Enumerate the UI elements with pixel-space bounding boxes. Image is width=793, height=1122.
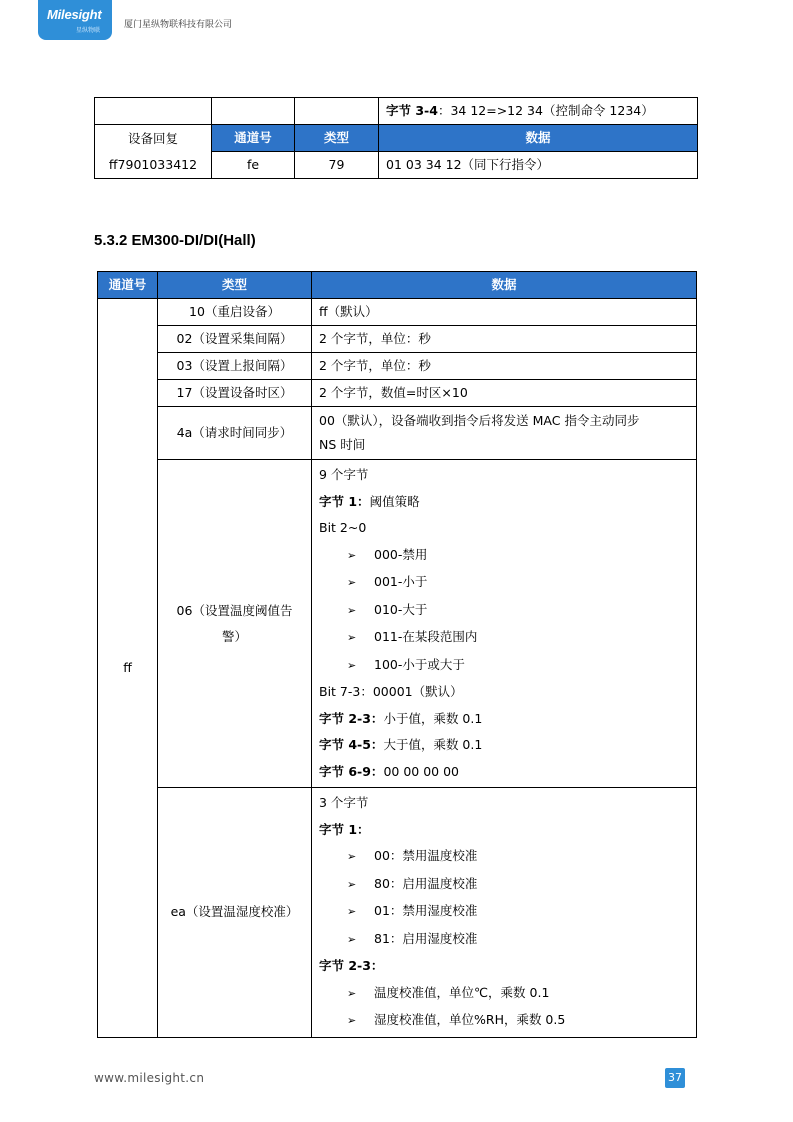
empty-cell bbox=[95, 98, 212, 125]
table-row bbox=[98, 380, 697, 407]
reply-value: ff7901033412 bbox=[108, 156, 198, 172]
byte-line bbox=[319, 489, 689, 516]
list-item bbox=[319, 652, 689, 680]
table-row bbox=[95, 98, 698, 125]
arrow-bullet-icon: ➢ bbox=[347, 576, 357, 589]
data-cell bbox=[312, 407, 697, 460]
arrow-bullet-icon: ➢ bbox=[347, 603, 357, 617]
company-name: 厦门星纵物联科技有限公司 bbox=[124, 20, 233, 30]
header-data: 数据 bbox=[379, 125, 698, 152]
table-row bbox=[98, 407, 697, 460]
byte-label: 字节 1： bbox=[319, 493, 370, 509]
option-text: 81：启用湿度校准 bbox=[374, 930, 478, 946]
option-text: 000-禁用 bbox=[374, 546, 428, 562]
list-item bbox=[319, 898, 689, 926]
reply-table bbox=[94, 97, 698, 179]
option-text: 温度校准值，单位℃，乘数 0.1 bbox=[374, 984, 550, 1000]
data-cell bbox=[312, 788, 697, 1038]
byte-label: 字节 1： bbox=[319, 821, 370, 837]
byte-value: 小于值，乘数 0.1 bbox=[383, 710, 483, 726]
data-cell: 2 个字节，单位：秒 bbox=[312, 326, 697, 353]
type-line: 警） bbox=[221, 628, 247, 644]
table-row bbox=[98, 299, 697, 326]
channel-cell: ff bbox=[98, 299, 158, 1038]
list-item bbox=[319, 624, 689, 652]
byte-line bbox=[319, 706, 689, 733]
data-cell: ff（默认） bbox=[312, 299, 697, 326]
data-line: NS 时间 bbox=[319, 437, 366, 452]
type-line: 06（设置温度阈值告 bbox=[176, 602, 293, 618]
byte-value: ：34 12=>12 34（控制命令 1234） bbox=[437, 103, 654, 118]
channel-cell: fe bbox=[212, 152, 295, 179]
type-cell: 10（重启设备） bbox=[158, 299, 312, 326]
data-cell: 01 03 34 12（同下行指令） bbox=[379, 152, 698, 179]
table-row bbox=[98, 788, 697, 1038]
page-number: 37 bbox=[665, 1068, 685, 1088]
header-data: 数据 bbox=[312, 272, 697, 299]
list-item bbox=[319, 843, 689, 871]
section-heading: 5.3.2 EM300-DI/DI(Hall) bbox=[94, 232, 256, 249]
header-type: 类型 bbox=[158, 272, 312, 299]
arrow-bullet-icon: ➢ bbox=[347, 986, 357, 1000]
option-text: 100-小于或大于 bbox=[374, 656, 465, 672]
data-cell bbox=[312, 460, 697, 788]
type-cell: 4a（请求时间同步） bbox=[158, 407, 312, 460]
byte-value: 00 00 00 00 bbox=[383, 763, 459, 779]
arrow-bullet-icon: ➢ bbox=[347, 850, 357, 863]
table-row bbox=[98, 326, 697, 353]
empty-cell bbox=[212, 98, 295, 125]
data-cell bbox=[379, 98, 698, 125]
command-table bbox=[97, 271, 697, 1038]
type-cell bbox=[158, 460, 312, 788]
byte-label: 字节 2-3： bbox=[319, 958, 384, 973]
type-cell: 02（设置采集间隔） bbox=[158, 326, 312, 353]
footer-url[interactable]: www.milesight.cn bbox=[94, 1071, 205, 1085]
arrow-bullet-icon: ➢ bbox=[347, 877, 357, 891]
arrow-bullet-icon: ➢ bbox=[347, 932, 357, 946]
byte-label: 字节 4-5： bbox=[319, 737, 384, 752]
byte-value: 阈值策略 bbox=[369, 493, 420, 509]
empty-cell bbox=[295, 98, 379, 125]
arrow-bullet-icon: ➢ bbox=[347, 658, 357, 672]
type-cell: ea（设置温湿度校准） bbox=[158, 788, 312, 1038]
list-item bbox=[319, 569, 689, 597]
list-item bbox=[319, 926, 689, 954]
byte-count: 3 个字节 bbox=[319, 795, 369, 810]
table-row bbox=[98, 460, 697, 788]
table-header-row bbox=[98, 272, 697, 299]
logo-text: Milesight bbox=[47, 7, 102, 22]
arrow-bullet-icon: ➢ bbox=[347, 631, 357, 644]
option-text: 01：禁用湿度校准 bbox=[374, 903, 478, 918]
bit-line: Bit 2~0 bbox=[319, 520, 367, 535]
byte-line bbox=[319, 732, 689, 759]
list-item bbox=[319, 542, 689, 570]
arrow-bullet-icon: ➢ bbox=[347, 548, 357, 562]
header-type: 类型 bbox=[295, 125, 379, 152]
byte-count: 9 个字节 bbox=[319, 467, 369, 482]
table-row bbox=[95, 125, 698, 152]
byte-line bbox=[319, 759, 689, 786]
option-text: 010-大于 bbox=[374, 601, 428, 617]
option-text: 80：启用温度校准 bbox=[374, 875, 478, 891]
byte-label: 字节 6-9： bbox=[319, 763, 384, 779]
list-item bbox=[319, 871, 689, 899]
option-text: 湿度校准值，单位%RH，乘数 0.5 bbox=[374, 1012, 566, 1027]
reply-label: 设备回复 bbox=[127, 130, 178, 146]
byte-label: 字节 2-3： bbox=[319, 710, 384, 726]
list-item bbox=[319, 1007, 689, 1035]
option-text: 00：禁用温度校准 bbox=[374, 848, 478, 863]
table-row bbox=[98, 353, 697, 380]
data-cell: 2 个字节，单位：秒 bbox=[312, 353, 697, 380]
arrow-bullet-icon: ➢ bbox=[347, 1014, 357, 1027]
bit-line: Bit 7-3：00001（默认） bbox=[319, 684, 463, 699]
data-line: 00（默认），设备端收到指令后将发送 MAC 指令主动同步 bbox=[319, 413, 640, 428]
option-text: 011-在某段范围内 bbox=[374, 629, 478, 644]
header-channel: 通道号 bbox=[98, 272, 158, 299]
data-cell: 2 个字节，数值=时区×10 bbox=[312, 380, 697, 407]
type-cell: 03（设置上报间隔） bbox=[158, 353, 312, 380]
list-item bbox=[319, 597, 689, 625]
byte-label: 字节 3-4 bbox=[386, 103, 438, 118]
header-channel: 通道号 bbox=[212, 125, 295, 152]
arrow-bullet-icon: ➢ bbox=[347, 905, 357, 918]
list-item bbox=[319, 980, 689, 1008]
company-logo bbox=[38, 0, 112, 40]
type-cell: 79 bbox=[295, 152, 379, 179]
logo-subtext: 星纵物联 bbox=[76, 27, 101, 34]
reply-label-cell bbox=[95, 125, 212, 179]
type-cell: 17（设置设备时区） bbox=[158, 380, 312, 407]
option-text: 001-小于 bbox=[374, 574, 428, 589]
byte-value: 大于值，乘数 0.1 bbox=[383, 737, 483, 752]
